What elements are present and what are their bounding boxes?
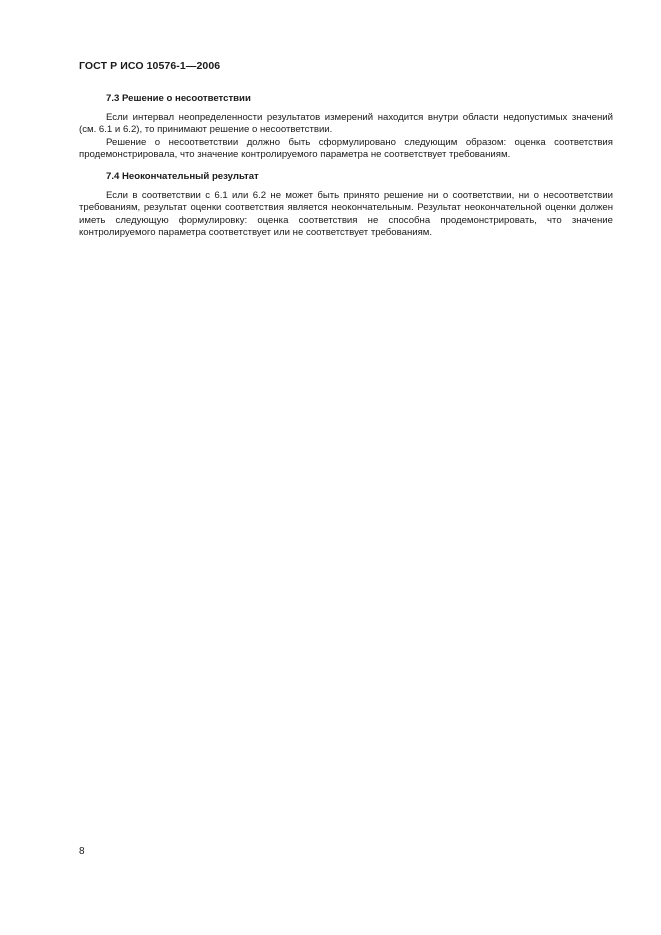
paragraph: Если в соответствии с 6.1 или 6.2 не может быть принято решение ни о соответствии, ни о несоответствии требованиям, результат оценки соответствия является неокончательным. Результат неокончательной оценки должен иметь следующую формулировку: оценка соответствия не способна продемонстрировать, что значение контролируемого параметра соответствует или не соответствует требованиям. [79, 190, 613, 238]
document-header: ГОСТ Р ИСО 10576-1—2006 [79, 60, 221, 72]
page-number: 8 [79, 846, 85, 857]
section-7-3 [79, 93, 613, 161]
paragraph: Решение о несоответствии должно быть сформулировано следующим образом: оценка соответствия продемонстрировала, что значение контролируемого параметра не соответствует требованиям. [79, 136, 613, 160]
section-title: 7.4 Неокончательный результат [106, 171, 259, 183]
paragraph: Если интервал неопределенности результатов измерений находится внутри области недопустимых значений (см. 6.1 и 6.2), то принимают решение о несоответствии. [79, 112, 613, 136]
document-body [79, 93, 613, 239]
section-7-4 [79, 171, 613, 239]
section-title: 7.3 Решение о несоответствии [106, 93, 251, 104]
